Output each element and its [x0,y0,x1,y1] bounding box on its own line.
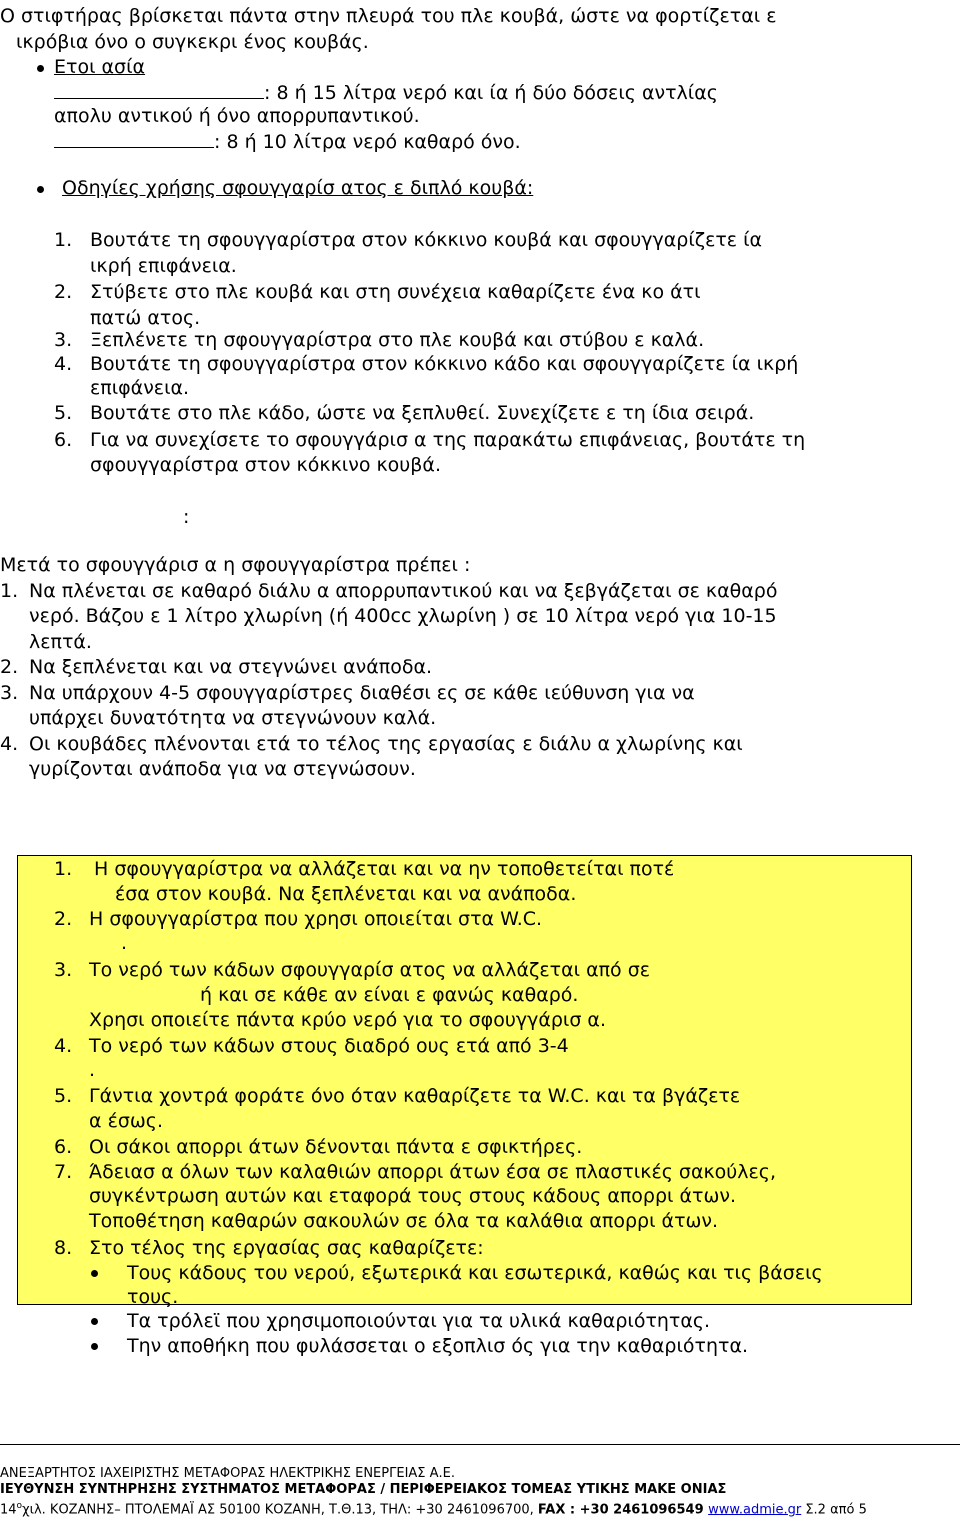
box-line: Η σφουγγαρίστρα που χρησι οποιείται στα W.C. [89,908,543,930]
box-number: 2. [54,908,73,930]
box-line: Οι σάκοι απορρι άτων δένονται πάντα ε σφικτήρες. [89,1136,583,1158]
step-line: Βουτάτε τη σφουγγαρίστρα στον κόκκινο κουβά και σφουγγαρίζετε ία [90,229,763,251]
step-line: πατώ ατος. [90,307,201,329]
box-line: συγκέντρωση αυτών και εταφορά τους στους κάδους απορρι άτων. [89,1185,737,1207]
box-line: . [121,932,128,954]
bullet-icon [91,1343,98,1350]
step-number: 5. [54,402,73,424]
box-line: έσα στον κουβά. Να ξεπλένεται και να ανάποδα. [115,883,577,905]
blank-underline [54,129,214,148]
after-line: Να υπάρχουν 4-5 σφουγγαρίστρες διαθέσι ες σε κάθε ιεύθυνση για να [29,682,695,704]
colon-line: : [183,506,190,528]
bullet-icon [37,186,44,193]
after-line: Να πλένεται σε καθαρό διάλυ α απορρυπαντικού και να ξεβγάζεται σε καθαρό [29,580,778,602]
bullet-icon [37,65,44,72]
footer-divider [0,1444,960,1445]
after-line: γυρίζονται ανάποδα για να στεγνώσουν. [29,758,416,780]
blank-underline [54,80,264,99]
box-bullet-line: Την αποθήκη που φυλάσσεται ο εξοπλισ ός για την καθαριότητα. [127,1335,749,1357]
intro-line-1: Ο στιφτήρας βρίσκεται πάντα στην πλευρά του πλε κουβά, ώστε να φορτίζεται ε [0,5,777,27]
box-line: Το νερό των κάδων σφουγγαρίσ ατος να αλλάζεται από σε [89,959,651,981]
box-number: 3. [54,959,73,981]
after-number: 2. [0,656,19,678]
box-bullet-line: τους. [127,1286,179,1308]
after-number: 1. [0,580,19,602]
after-line: Οι κουβάδες πλένονται ετά το τέλος της εργασίας ε διάλυ α χλωρίνης και [29,733,743,755]
step-number: 3. [54,329,73,351]
step-number: 4. [54,353,73,375]
preparation-line-1b: απολυ αντικού ή όνο απορρυπαντικού. [54,105,420,127]
after-number: 3. [0,682,19,704]
step-line: ικρή επιφάνεια. [90,255,237,277]
after-line: υπάρχει δυνατότητα να στεγνώνουν καλά. [29,707,437,729]
step-line: Ξεπλένετε τη σφουγγαρίστρα στο πλε κουβά και στύβου ε καλά. [90,329,705,351]
footer-company: ΑΝΕΞΑΡΤΗΤΟΣ ΙΑΧΕΙΡΙΣΤΗΣ ΜΕΤΑΦΟΡΑΣ ΗΛΕΚΤΡΙΚΗΣ ΕΝΕΡΓΕΙΑΣ Α.Ε. [0,1466,456,1481]
intro-line-2: ικρόβια όνο ο συγκεκρι ένος κουβάς. [16,31,369,53]
after-line: Να ξεπλένεται και να στεγνώνει ανάποδα. [29,656,433,678]
box-number: 4. [54,1035,73,1057]
step-line: Βουτάτε στο πλε κάδο, ώστε να ξεπλυθεί. Συνεχίζετε ε τη ίδια σειρά. [90,402,755,424]
box-line: Γάντια χοντρά φοράτε όνο όταν καθαρίζετε τα W.C. και τα βγάζετε [89,1085,741,1107]
preparation-line-1: : 8 ή 15 λίτρα νερό και ία ή δύο δόσεις αντλίας [54,80,718,105]
preparation-label: Ετοι ασία [54,56,146,78]
step-number: 2. [54,281,73,303]
box-line: Χρησι οποιείτε πάντα κρύο νερό για το σφουγγάρισ α. [89,1009,606,1031]
bullet-icon [91,1318,98,1325]
box-number: 5. [54,1085,73,1107]
after-line: λεπτά. [29,631,92,653]
footer-address: 14$^o$χιλ. ΚΟΖΑΝΗΣ– ΠΤΟΛΕΜΑΪ ΑΣ 50100 ΚΟΖΑΝΗ, Τ.Θ.13, ΤΗΛ: +30 2461096700, FAX : +30 2461096549 www.admie.gr Σ.2 από 5 [0,1501,867,1518]
preparation-line-2: : 8 ή 10 λίτρα νερό καθαρό όνο. [54,129,521,154]
bullet-icon [91,1270,98,1277]
box-line: . [89,1059,96,1081]
box-line: α έσως. [89,1110,163,1132]
step-line: επιφάνεια. [90,377,190,399]
box-line: Η σφουγγαρίστρα να αλλάζεται και να ην τοποθετείται ποτέ [94,858,675,880]
footer-department: ΙΕΥΘΥΝΣΗ ΣΥΝΤΗΡΗΣΗΣ ΣΥΣΤΗΜΑΤΟΣ ΜΕΤΑΦΟΡΑΣ / ΠΕΡΙΦΕΡΕΙΑΚΟΣ ΤΟΜΕΑΣ ΥΤΙΚΗΣ ΜΑΚΕ ΟΝΙΑΣ [0,1482,727,1497]
step-number: 6. [54,429,73,451]
instructions-heading: Οδηγίες χρήσης σφουγγαρίσ ατος ε διπλό κουβά: [62,177,534,199]
box-line: Τοποθέτηση καθαρών σακουλών σε όλα τα καλάθια απορρι άτων. [89,1210,719,1232]
box-number: 6. [54,1136,73,1158]
step-number: 1. [54,229,73,251]
after-number: 4. [0,733,19,755]
box-bullet-line: Τα τρόλεϊ που χρησιμοποιούνται για τα υλικά καθαριότητας. [127,1310,711,1332]
box-line: Στο τέλος της εργασίας σας καθαρίζετε: [89,1237,484,1259]
box-number: 1. [54,858,73,880]
box-line: ή και σε κάθε αν είναι ε φανώς καθαρό. [200,984,579,1006]
box-number: 7. [54,1161,73,1183]
step-line: Για να συνεχίσετε το σφουγγάρισ α της παρακάτω επιφάνειας, βουτάτε τη [90,429,806,451]
box-bullet-line: Τους κάδους του νερού, εξωτερικά και εσωτερικά, καθώς και τις βάσεις [127,1262,823,1284]
step-line: Βουτάτε τη σφουγγαρίστρα στον κόκκινο κάδο και σφουγγαρίζετε ία ικρή [90,353,799,375]
after-line: νερό. Βάζου ε 1 λίτρο χλωρίνη (ή 400cc χλωρίνη ) σε 10 λίτρα νερό για 10-15 [29,605,777,627]
step-line: Στύβετε στο πλε κουβά και στη συνέχεια καθαρίζετε ένα κο άτι [90,281,701,303]
after-intro: Μετά το σφουγγάρισ α η σφουγγαρίστρα πρέπει : [0,554,471,576]
box-line: Το νερό των κάδων στους διαδρό ους ετά από 3-4 [89,1035,569,1057]
box-line: Άδειασ α όλων των καλαθιών απορρι άτων έσα σε πλαστικές σακούλες, [89,1161,776,1183]
website-link[interactable]: www.admie.gr [708,1502,802,1518]
box-number: 8. [54,1237,73,1259]
step-line: σφουγγαρίστρα στον κόκκινο κουβά. [90,454,441,476]
